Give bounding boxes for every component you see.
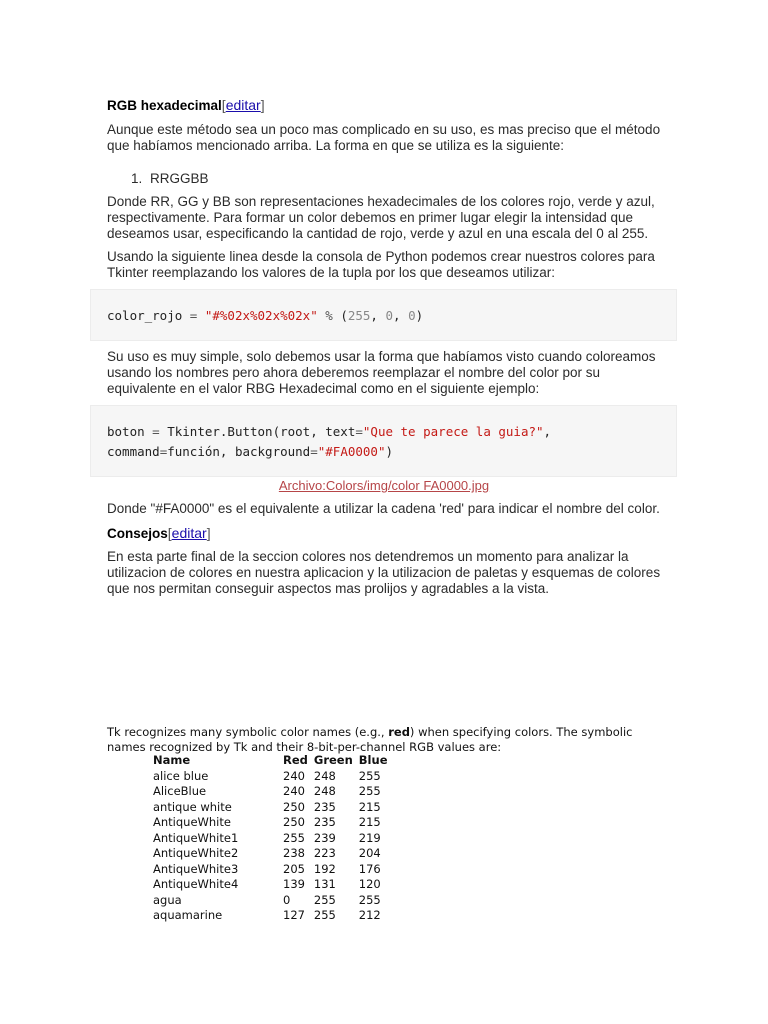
edit-bracket: [editar] <box>167 525 211 541</box>
header-green: Green <box>313 753 353 767</box>
cell-red: 139 <box>283 877 305 891</box>
image-file-link[interactable]: Archivo:Colors/img/color FA0000.jpg <box>278 478 490 493</box>
simple-usage-paragraph: Su uso es muy simple, solo debemos usar la forma que habíamos visto cuando coloreamos usando los nombres pero ahora deberemos reemplazar el nombre del color por su equivalente en el valor RBG Hexadecimal como en el siguiente ejemplo: <box>107 349 656 396</box>
table-row <box>150 769 392 785</box>
cell-blue: 215 <box>358 799 381 814</box>
cell-name: agua <box>153 892 182 907</box>
cell-blue: 219 <box>358 830 381 845</box>
code-line-1: boton = Tkinter.Button(root, text="Que te parece la guia?", <box>107 424 552 439</box>
header-name: Name <box>153 753 191 767</box>
cell-blue: 255 <box>358 892 381 907</box>
list-item-text: RRGGBB <box>150 171 209 186</box>
table-header-row <box>150 753 392 769</box>
cell-blue: 120 <box>358 877 381 891</box>
list-item <box>131 171 209 186</box>
list-number: 1. <box>131 171 143 186</box>
cell-blue: 204 <box>358 846 381 860</box>
cell-red: 250 <box>283 799 305 814</box>
cell-name: aquamarine <box>153 908 223 922</box>
cell-red: 250 <box>283 815 305 829</box>
table-row <box>150 862 392 878</box>
bold-red-example: red <box>388 725 410 739</box>
table-row <box>150 815 392 831</box>
image-link-container <box>0 478 768 493</box>
edit-link[interactable]: editar <box>225 97 261 113</box>
cell-green: 255 <box>313 908 336 922</box>
table-row <box>150 846 392 862</box>
cell-red: 240 <box>283 784 305 798</box>
intro-paragraph: Aunque este método sea un poco mas complicado en su uso, es mas preciso que el método que habíamos mencionado arriba. La forma en que se utiliza es la siguiente: <box>107 122 661 153</box>
cell-name: alice blue <box>153 768 209 783</box>
edit-bracket: [editar] <box>221 97 265 113</box>
code-block-color-rojo <box>90 289 677 341</box>
fa0000-explanation: Donde "#FA0000" es el equivalente a utilizar la cadena 'red' para indicar el nombre del color. <box>107 501 660 516</box>
cell-green: 239 <box>313 830 336 845</box>
cell-red: 0 <box>283 892 291 907</box>
rrggbb-explanation: Donde RR, GG y BB son representaciones hexadecimales de los colores rojo, verde y azul, respectivamente. Para formar un color debemos en primer lugar elegir la intensidad que deseamos usar, especificando la cantidad de rojo, verde y azul en una escala del 0 al 255. <box>107 194 655 241</box>
table-row <box>150 784 392 800</box>
table-row <box>150 831 392 847</box>
cell-green: 235 <box>313 799 336 814</box>
cell-green: 223 <box>313 846 336 860</box>
color-names-table <box>150 753 392 924</box>
cell-name: AliceBlue <box>153 784 207 798</box>
tk-color-intro: Tk recognizes many symbolic color names (e.g., red) when specifying colors. The symbolic names recognized by Tk and their 8-bit-per-channel RGB values are: <box>107 725 633 754</box>
code-line-2: command=función, background="#FA0000") <box>107 444 394 459</box>
cell-blue: 215 <box>358 815 381 829</box>
cell-red: 205 <box>283 861 305 876</box>
cell-red: 127 <box>283 908 305 922</box>
cell-blue: 255 <box>358 768 381 783</box>
cell-name: antique white <box>153 799 232 814</box>
cell-name: AntiqueWhite <box>153 815 231 829</box>
consejos-paragraph: En esta parte final de la seccion colores nos detendremos un momento para analizar la utilizacion de colores en nuestra aplicacion y la utilizacion de paletas y esquemas de colores que nos permitan conseguir aspectos mas prolijos y agradables a la vista. <box>107 549 661 596</box>
section-heading-rgb-hexadecimal <box>107 97 265 113</box>
code-line: color_rojo = "#%02x%02x%02x" % (255, 0, 0) <box>107 308 424 323</box>
section-heading-text: RGB hexadecimal <box>107 98 222 113</box>
cell-green: 192 <box>313 861 336 876</box>
table-row <box>150 908 392 924</box>
table-row <box>150 893 392 909</box>
cell-red: 255 <box>283 830 305 845</box>
section-heading-consejos <box>107 525 211 541</box>
cell-name: AntiqueWhite2 <box>153 846 239 860</box>
cell-blue: 176 <box>358 861 381 876</box>
section-heading-text: Consejos <box>107 526 168 541</box>
cell-name: AntiqueWhite4 <box>153 877 239 891</box>
cell-name: AntiqueWhite1 <box>153 830 239 845</box>
cell-red: 240 <box>283 768 305 783</box>
cell-green: 131 <box>313 877 336 891</box>
header-red: Red <box>283 753 308 767</box>
cell-blue: 255 <box>358 784 381 798</box>
cell-green: 248 <box>313 784 336 798</box>
cell-red: 238 <box>283 846 305 860</box>
cell-name: AntiqueWhite3 <box>153 861 239 876</box>
table-row <box>150 877 392 893</box>
cell-blue: 212 <box>358 908 381 922</box>
cell-green: 248 <box>313 768 336 783</box>
edit-link[interactable]: editar <box>171 525 207 541</box>
cell-green: 255 <box>313 892 336 907</box>
python-usage-paragraph: Usando la siguiente linea desde la consola de Python podemos crear nuestros colores para Tkinter reemplazando los valores de la tupla por los que deseamos utilizar: <box>107 249 655 280</box>
table-row <box>150 800 392 816</box>
header-blue: Blue <box>358 753 388 767</box>
cell-green: 235 <box>313 815 336 829</box>
code-block-button-example <box>90 405 677 477</box>
